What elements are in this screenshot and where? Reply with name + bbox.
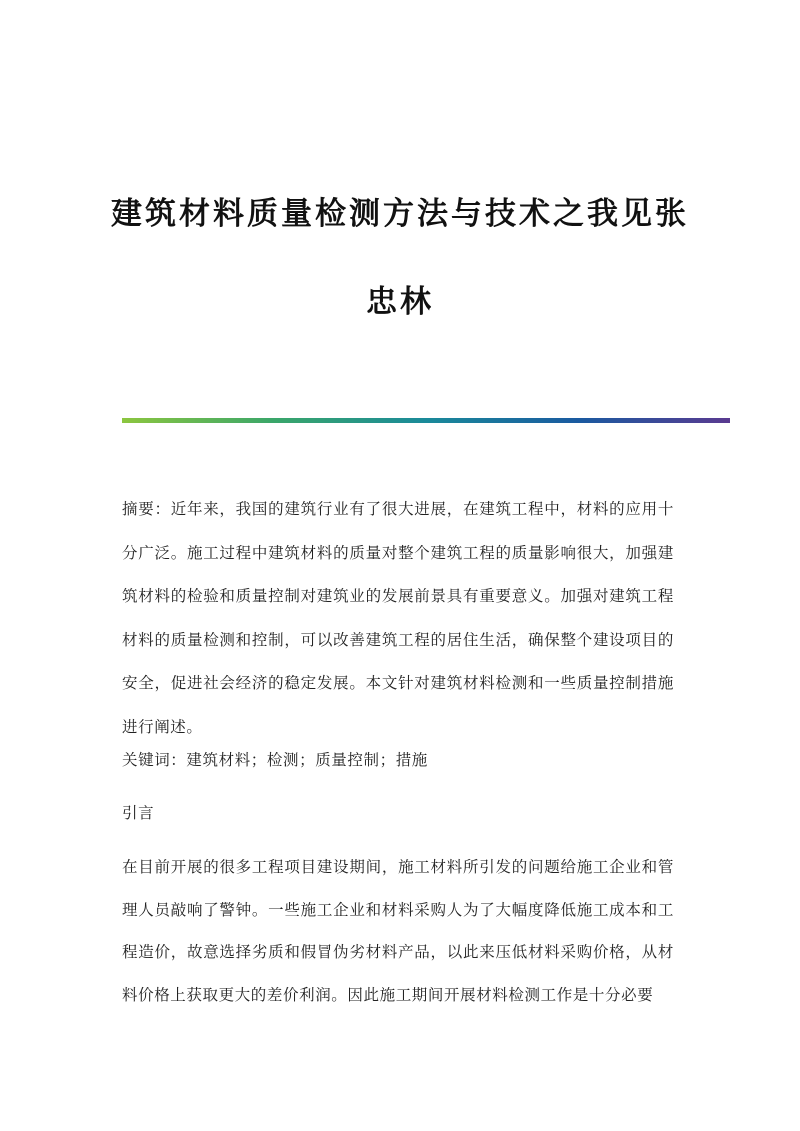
keywords-line: 关键词：建筑材料；检测；质量控制；措施 [122,751,428,769]
document-title-line-1: 建筑材料质量检测方法与技术之我见张 [111,196,689,232]
intro-paragraph: 在目前开展的很多工程项目建设期间，施工材料所引发的问题给施工企业和管理人员敲响了警钟。一些施工企业和材料采购人为了大幅度降低施工成本和工程造价，故意选择劣质和假冒伪劣材料产品，以此来压低材料采购价格，从材料价格上获取更大的差价利润。因此施工期间开展材料检测工作是十分必要 [122,858,674,1004]
abstract-paragraph: 摘要：近年来，我国的建筑行业有了很大进展，在建筑工程中，材料的应用十分广泛。施工过程中建筑材料的质量对整个建筑工程的质量影响很大，加强建筑材料的检验和质量控制对建筑业的发展前景具有重要意义。加强对建筑工程材料的质量检测和控制，可以改善建筑工程的居住生活，确保整个建设项目的安全，促进社会经济的稳定发展。本文针对建筑材料检测和一些质量控制措施进行阐述。 [122,500,674,736]
document-title-line-2: 忠林 [366,284,434,320]
intro-heading: 引言 [122,804,155,822]
title-divider [122,418,730,423]
